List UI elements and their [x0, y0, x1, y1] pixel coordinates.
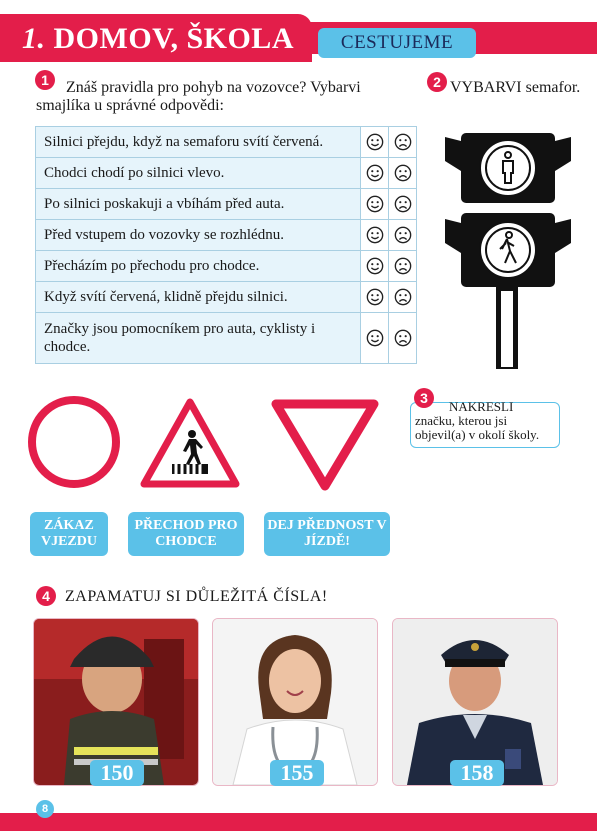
frown-cell[interactable] — [389, 189, 417, 220]
smile-icon[interactable] — [366, 226, 384, 244]
sign-label-give-way: DEJ PŘEDNOST V JÍZDĚ! — [264, 512, 390, 556]
exercise-3-instruction — [415, 400, 555, 442]
smile-icon[interactable] — [366, 257, 384, 275]
exercise-2-badge: 2 — [427, 72, 447, 92]
smile-icon[interactable] — [366, 195, 384, 213]
statement-cell: Značky jsou pomocníkem pro auta, cyklisty i chodce. — [36, 313, 361, 364]
statement-cell: Když svítí červená, klidně přejdu silnici. — [36, 282, 361, 313]
section-tag: CESTUJEME — [318, 28, 476, 58]
sign-label-no-entry: ZÁKAZ VJEZDU — [30, 512, 108, 556]
exercise-4-text: ZAPAMATUJ SI DŮLEŽITÁ ČÍSLA! — [65, 588, 328, 605]
frown-icon[interactable] — [394, 329, 412, 347]
table-row — [36, 220, 417, 251]
exercise-2-text: VYBARVI semafor. — [450, 79, 581, 96]
table-row — [36, 251, 417, 282]
emergency-number-police: 158 — [450, 760, 504, 786]
frown-cell[interactable] — [389, 282, 417, 313]
exercise-4-badge: 4 — [36, 586, 56, 606]
traffic-light-icon[interactable] — [443, 131, 573, 371]
chapter-title: DOMOV, ŠKOLA — [53, 22, 294, 55]
frown-icon[interactable] — [394, 133, 412, 151]
statement-cell: Přecházím po přechodu pro chodce. — [36, 251, 361, 282]
pedestrian-crossing-sign — [138, 396, 242, 490]
frown-icon[interactable] — [394, 226, 412, 244]
smile-cell[interactable] — [361, 251, 389, 282]
smile-cell[interactable] — [361, 282, 389, 313]
smile-cell[interactable] — [361, 158, 389, 189]
frown-cell[interactable] — [389, 251, 417, 282]
smile-icon[interactable] — [366, 288, 384, 306]
smile-cell[interactable] — [361, 220, 389, 251]
emergency-number-fire: 150 — [90, 760, 144, 786]
table-row — [36, 189, 417, 220]
table-row — [36, 158, 417, 189]
exercise-1-badge: 1 — [35, 70, 55, 90]
chapter-number: 1. — [22, 22, 46, 55]
exercise-3-text: NAKRESLI značku, kterou jsi objevil(a) v okolí školy. — [415, 399, 540, 442]
frown-cell[interactable] — [389, 158, 417, 189]
sign-label-crossing: PŘECHOD PRO CHODCE — [128, 512, 244, 556]
frown-icon[interactable] — [394, 195, 412, 213]
no-entry-sign — [28, 396, 120, 488]
rules-table — [35, 126, 417, 364]
footer-bar — [0, 813, 597, 831]
page-title — [22, 22, 294, 56]
exercise-3-badge: 3 — [414, 388, 434, 408]
statement-cell: Chodci chodí po silnici vlevo. — [36, 158, 361, 189]
smile-cell[interactable] — [361, 313, 389, 364]
frown-icon[interactable] — [394, 288, 412, 306]
table-row — [36, 282, 417, 313]
table-row — [36, 313, 417, 364]
exercise-1-instruction — [36, 79, 376, 115]
smile-icon[interactable] — [366, 164, 384, 182]
statement-cell: Před vstupem do vozovky se rozhlédnu. — [36, 220, 361, 251]
give-way-sign — [270, 396, 380, 492]
frown-cell[interactable] — [389, 313, 417, 364]
smile-icon[interactable] — [366, 133, 384, 151]
frown-icon[interactable] — [394, 164, 412, 182]
smile-icon[interactable] — [366, 329, 384, 347]
frown-icon[interactable] — [394, 257, 412, 275]
smile-cell[interactable] — [361, 189, 389, 220]
page-number: 8 — [36, 800, 54, 818]
exercise-1-text: Znáš pravidla pro pohyb na vozovce? Vybarvi smajlíka u správné odpovědi: — [36, 79, 361, 114]
statement-cell: Po silnici poskakuji a vbíhám před auta. — [36, 189, 361, 220]
emergency-number-ambulance: 155 — [270, 760, 324, 786]
table-row — [36, 127, 417, 158]
frown-cell[interactable] — [389, 127, 417, 158]
smile-cell[interactable] — [361, 127, 389, 158]
exercise-2-instruction — [450, 79, 580, 97]
statement-cell: Silnici přejdu, když na semaforu svítí červená. — [36, 127, 361, 158]
frown-cell[interactable] — [389, 220, 417, 251]
